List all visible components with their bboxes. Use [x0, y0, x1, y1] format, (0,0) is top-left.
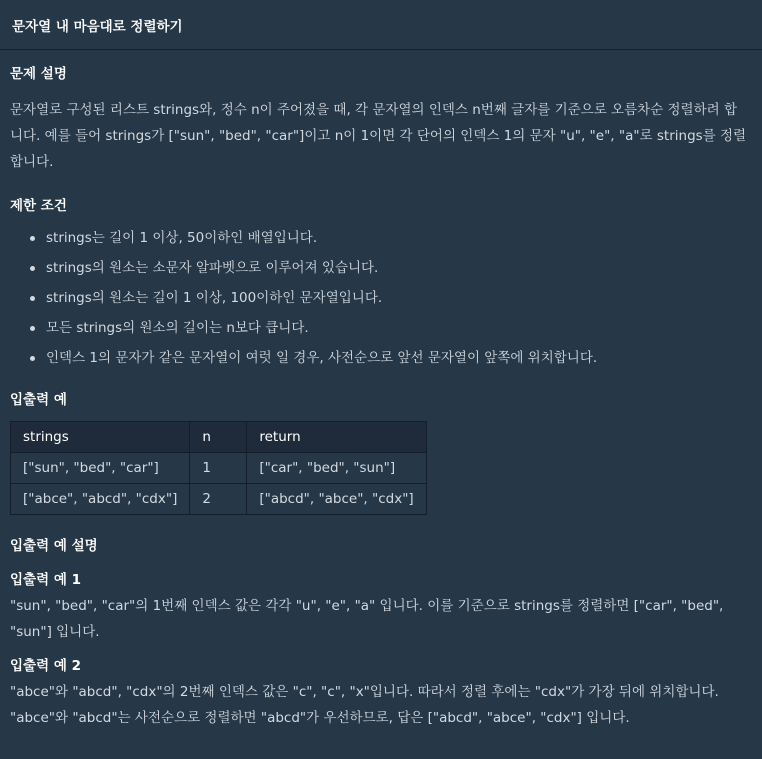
- example1-line: "sun", "bed", "car"의 1번째 인덱스 값은 각각 "u", "e", "a" 입니다. 이를 기준으로 strings를 정렬하면 ["car", "bed",: [10, 598, 724, 614]
- description-heading: 문제 설명: [10, 66, 67, 82]
- table-cell: ["abce", "abcd", "cdx"]: [11, 484, 190, 515]
- column-header-strings: strings: [11, 422, 190, 453]
- constraint-item: 인덱스 1의 문자가 같은 문자열이 여럿 일 경우, 사전순으로 앞선 문자열이 앞쪽에 위치합니다.: [28, 343, 752, 373]
- problem-header: [0, 0, 762, 50]
- example2-line: "abce"와 "abcd"는 사전순으로 정렬하면 "abcd"가 우선하므로, 답은 ["abcd", "abce", "cdx"] 입니다.: [10, 710, 630, 726]
- example1-text: [10, 593, 752, 645]
- constraint-item: 모든 strings의 원소의 길이는 n보다 큽니다.: [28, 313, 752, 343]
- table-cell: ["abcd", "abce", "cdx"]: [247, 484, 426, 515]
- column-header-n: n: [190, 422, 247, 453]
- description-line: 니다. 예를 들어 strings가 ["sun", "bed", "car"]이고 n이 1이면 각 단어의 인덱스 1의 문자 "u", "e", "a"로 strings를 정렬: [10, 128, 747, 144]
- io-example-table: [10, 421, 427, 515]
- table-cell: ["car", "bed", "sun"]: [247, 453, 426, 484]
- constraints-heading: 제한 조건: [10, 198, 67, 214]
- example2-line: "abce"와 "abcd", "cdx"의 2번째 인덱스 값은 "c", "c", "x"입니다. 따라서 정렬 후에는 "cdx"가 가장 뒤에 위치합니다.: [10, 684, 719, 700]
- table-row: [11, 453, 427, 484]
- description-line: 문자열로 구성된 리스트 strings와, 정수 n이 주어졌을 때, 각 문자열의 인덱스 n번째 글자를 기준으로 오름차순 정렬하려 합: [10, 102, 737, 118]
- constraint-item: strings는 길이 1 이상, 50이하인 배열입니다.: [28, 223, 752, 253]
- constraint-item: strings의 원소는 길이 1 이상, 100이하인 문자열입니다.: [28, 283, 752, 313]
- table-cell: ["sun", "bed", "car"]: [11, 453, 190, 484]
- example1-heading: 입출력 예 1: [10, 572, 81, 588]
- table-row: [11, 484, 427, 515]
- io-example-heading: 입출력 예: [10, 392, 67, 408]
- problem-title: 문자열 내 마음대로 정렬하기: [12, 18, 183, 35]
- example1-line: "sun"] 입니다.: [10, 624, 100, 640]
- table-cell: 2: [190, 484, 247, 515]
- constraints-list: [28, 223, 752, 373]
- table-header-row: [11, 422, 427, 453]
- constraint-item: strings의 원소는 소문자 알파벳으로 이루어져 있습니다.: [28, 253, 752, 283]
- example2-heading: 입출력 예 2: [10, 658, 81, 674]
- problem-content: [0, 50, 762, 731]
- table-cell: 1: [190, 453, 247, 484]
- io-explanation-heading: 입출력 예 설명: [10, 538, 98, 554]
- example2-text: [10, 679, 752, 731]
- description-text: [10, 97, 752, 175]
- column-header-return: return: [247, 422, 426, 453]
- description-line: 합니다.: [10, 154, 54, 170]
